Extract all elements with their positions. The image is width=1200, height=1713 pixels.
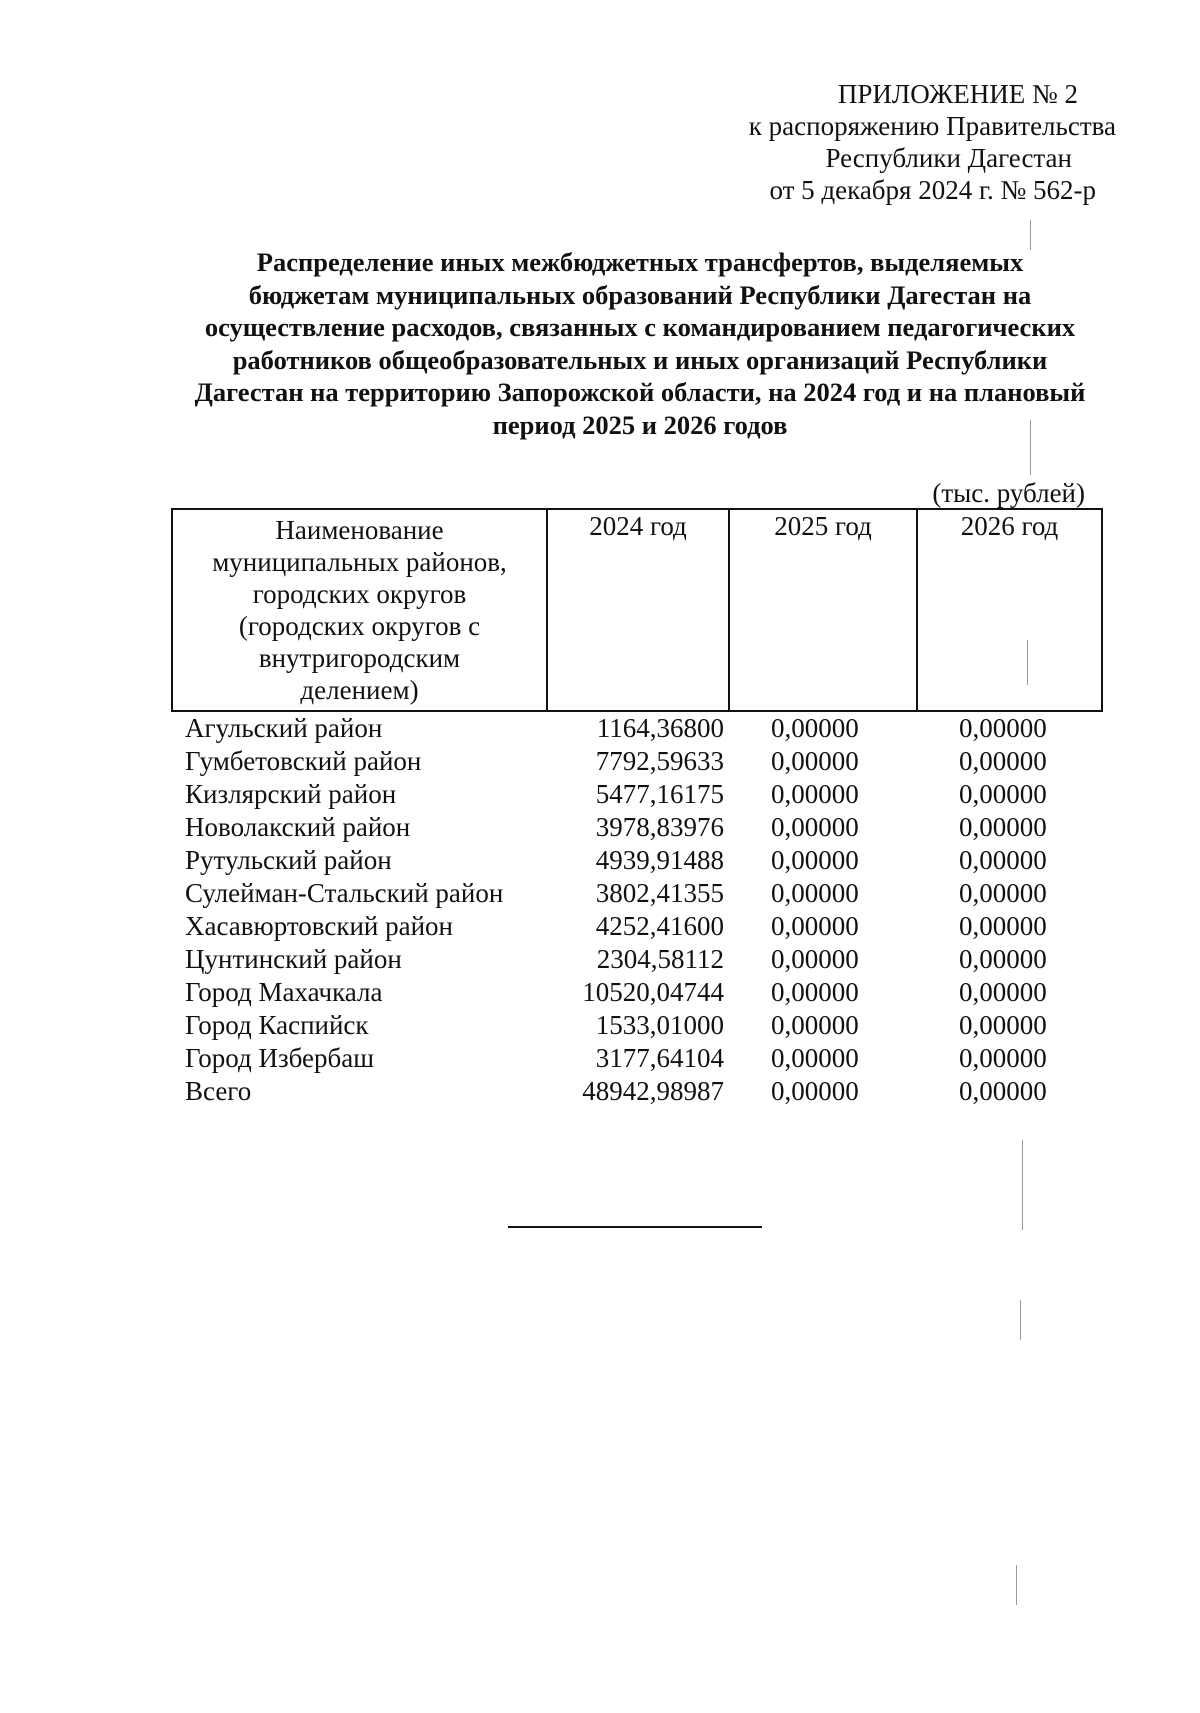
scan-mark <box>1030 220 1031 250</box>
row-2025: 0,00000 <box>771 812 859 842</box>
row-name: Город Махачкала <box>185 977 383 1007</box>
row-2026: 0,00000 <box>959 911 1047 941</box>
row-2024: 3978,83976 <box>595 812 724 842</box>
title-line: Дагестан на территорию Запорожской области, на 2024 год и на плановый <box>194 377 1086 407</box>
row-2024: 7792,59633 <box>595 746 724 776</box>
header-name-line: внутригородским <box>258 643 461 673</box>
closing-rule <box>508 1226 762 1228</box>
row-2025: 0,00000 <box>771 944 859 974</box>
row-2026: 0,00000 <box>959 1043 1047 1073</box>
annex-reference: к распоряжению Правительства <box>748 111 1116 141</box>
header-2024: 2024 год <box>547 509 729 711</box>
row-2026: 0,00000 <box>959 878 1047 908</box>
row-2025: 0,00000 <box>771 845 859 875</box>
row-name: Гумбетовский район <box>185 746 422 776</box>
row-2026: 0,00000 <box>959 1076 1047 1106</box>
row-2026: 0,00000 <box>959 944 1047 974</box>
document-title <box>150 246 1130 441</box>
row-2026: 0,00000 <box>959 977 1047 1007</box>
row-2024: 2304,58112 <box>596 944 724 974</box>
row-2026: 0,00000 <box>959 845 1047 875</box>
header-name-line: муниципальных районов, <box>212 547 507 577</box>
row-name: Хасавюртовский район <box>185 911 454 941</box>
title-line: Распределение иных межбюджетных трансфертов, выделяемых <box>256 247 1024 277</box>
row-name: Агульский район <box>185 713 383 743</box>
annex-date: от 5 декабря 2024 г. № 562-р <box>769 175 1096 205</box>
header-2026: 2026 год <box>917 509 1102 711</box>
table-header <box>171 508 1103 712</box>
title-line: бюджетам муниципальных образований Республики Дагестан на <box>248 279 1032 310</box>
row-2026: 0,00000 <box>959 746 1047 776</box>
row-2025: 0,00000 <box>771 713 859 743</box>
row-2025: 0,00000 <box>771 911 859 941</box>
row-2025: 0,00000 <box>771 878 859 908</box>
row-name: Город Каспийск <box>185 1010 369 1040</box>
row-2026: 0,00000 <box>959 1010 1047 1040</box>
row-name: Кизлярский район <box>185 779 397 809</box>
row-2024: 4252,41600 <box>595 911 724 941</box>
annex-number: ПРИЛОЖЕНИЕ № 2 <box>837 79 1078 109</box>
row-2025: 0,00000 <box>771 977 859 1007</box>
row-2025: 0,00000 <box>771 1010 859 1040</box>
row-2026: 0,00000 <box>959 779 1047 809</box>
header-name-line: (городских округов с <box>238 611 481 641</box>
units-label: (тыс. рублей) <box>932 478 1085 508</box>
header-name-line: делением) <box>300 675 419 705</box>
row-name: Всего <box>185 1076 252 1106</box>
row-2024: 1164,36800 <box>596 713 724 743</box>
row-name: Рутульский район <box>185 845 392 875</box>
header-2025: 2025 год <box>729 509 917 711</box>
header-name <box>172 509 547 711</box>
scan-mark <box>1022 1140 1023 1230</box>
row-2024: 3177,64104 <box>595 1043 724 1073</box>
row-2025: 0,00000 <box>771 779 859 809</box>
scan-mark <box>1030 420 1031 475</box>
row-2024: 5477,16175 <box>595 779 724 809</box>
scan-mark <box>1016 1565 1017 1605</box>
header-name-line: Наименование <box>275 515 444 545</box>
row-2026: 0,00000 <box>959 812 1047 842</box>
row-2025: 0,00000 <box>771 1076 859 1106</box>
row-2024: 3802,41355 <box>595 878 724 908</box>
title-line: период 2025 и 2026 годов <box>492 409 788 440</box>
row-2025: 0,00000 <box>771 746 859 776</box>
title-line: работников общеобразовательных и иных организаций Республики <box>232 344 1048 375</box>
row-name: Город Избербаш <box>185 1043 374 1073</box>
scan-mark <box>1027 640 1028 685</box>
row-name: Цунтинский район <box>185 944 402 974</box>
row-name: Сулейман-Стальский район <box>185 878 504 908</box>
scan-mark <box>1020 1300 1021 1340</box>
row-2024: 1533,01000 <box>595 1010 724 1040</box>
row-2024: 4939,91488 <box>595 845 724 875</box>
row-2025: 0,00000 <box>771 1043 859 1073</box>
header-name-line: городских округов <box>252 579 467 609</box>
annex-block <box>696 78 1116 206</box>
row-2026: 0,00000 <box>959 713 1047 743</box>
row-2024: 10520,04744 <box>582 977 724 1007</box>
annex-republic: Республики Дагестан <box>825 143 1072 173</box>
row-name: Новолакский район <box>185 812 411 842</box>
title-line: осуществление расходов, связанных с командированием педагогических <box>204 312 1076 342</box>
row-2024: 48942,98987 <box>582 1076 724 1106</box>
